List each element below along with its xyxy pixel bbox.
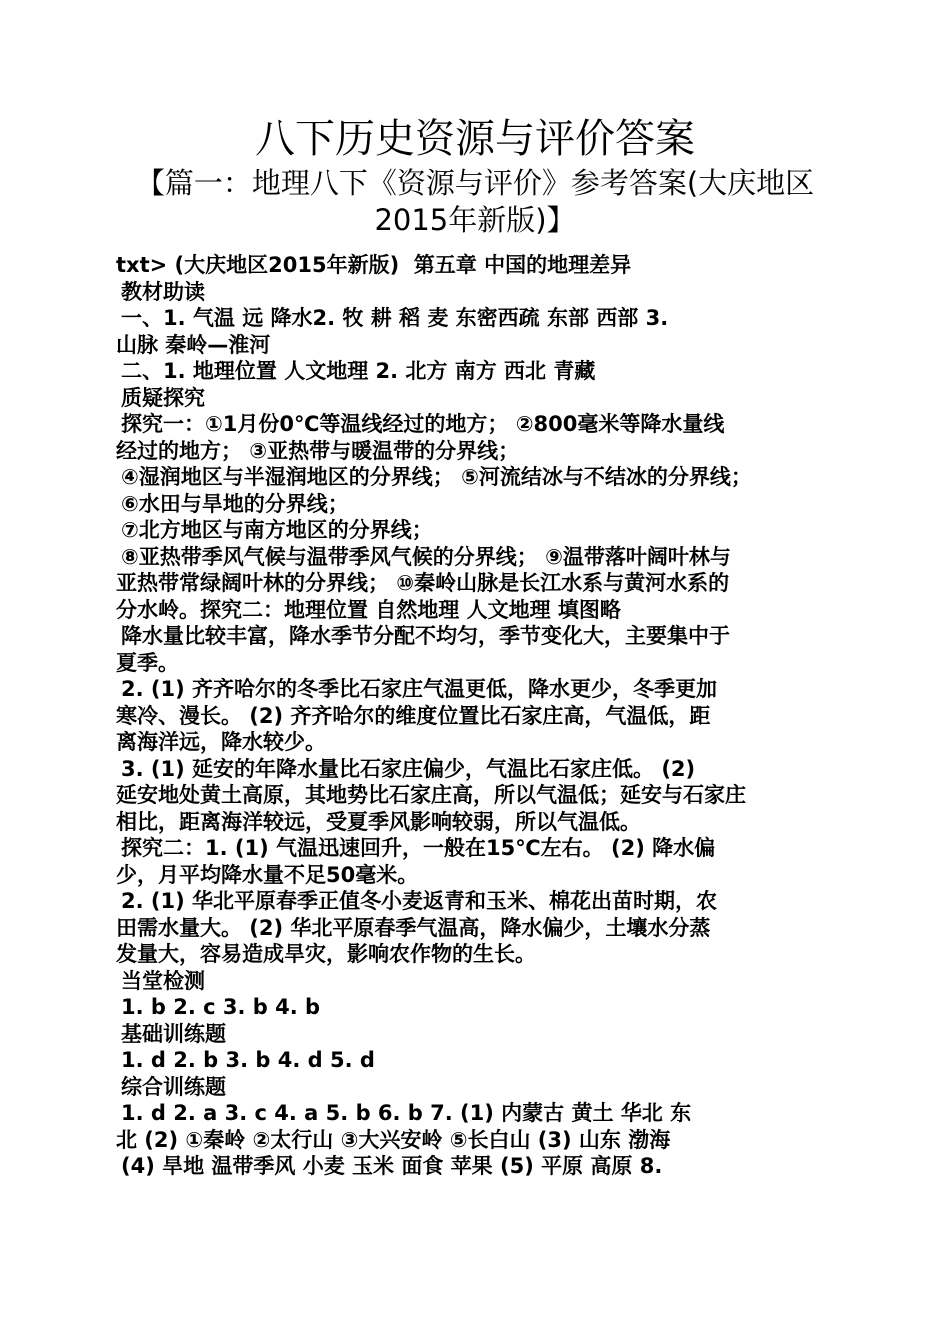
text-line: 2. (1) 华北平原春季正值冬小麦返青和玉米、棉花出苗时期，农 — [121, 889, 718, 913]
text-line: ④湿润地区与半湿润地区的分界线； ⑤河流结冰与不结冰的分界线； — [121, 465, 752, 489]
answer-body — [116, 252, 836, 1180]
text-line: 分水岭。探究二：地理位置 自然地理 人文地理 填图略 — [116, 597, 621, 622]
text-line: 一、1. 气温 远 降水2. 牧 耕 稻 麦 东密西疏 东部 西部 3. — [121, 306, 669, 330]
text-line: 降水量比较丰富，降水季节分配不均匀，季节变化大，主要集中于 — [121, 624, 730, 648]
text-line: 2. (1) 齐齐哈尔的冬季比石家庄气温更低，降水更少，冬季更加 — [121, 677, 718, 701]
text-line: 少，月平均降水量不足50毫米。 — [116, 862, 419, 887]
text-line: 探究二：1. (1) 气温迅速回升，一般在15℃左右。 (2) 降水偏 — [121, 836, 716, 860]
text-line: 经过的地方； ③亚热带与暖温带的分界线； — [116, 438, 520, 463]
text-line: 延安地处黄土高原，其地势比石家庄高，所以气温低；延安与石家庄 — [116, 783, 746, 807]
text-line: ⑥水田与旱地的分界线； — [121, 491, 349, 516]
document-title: 八下历史资源与评价答案 — [255, 116, 695, 162]
text-line: 寒冷、漫长。 (2) 齐齐哈尔的维度位置比石家庄高，气温低，距 — [116, 703, 711, 728]
text-line: 亚热带常绿阔叶林的分界线； ⑩秦岭山脉是长江水系与黄河水系的 — [116, 571, 730, 595]
text-line: 探究一：①1月份0℃等温线经过的地方； ②800毫米等降水量线 — [121, 412, 725, 436]
text-line: ⑦北方地区与南方地区的分界线； — [121, 518, 433, 542]
document-subtitle: 【篇一：地理八下《资源与评价》参考答案(大庆地区2015年新版)】 — [135, 166, 815, 237]
text-line: 相比，距离海洋较远，受夏季风影响较弱，所以气温低。 — [116, 809, 641, 834]
answer-line: 1. d 2. b 3. b 4. d 5. d — [121, 1048, 375, 1072]
answer-line: 北 (2) ①秦岭 ②太行山 ③大兴安岭 ⑤长白山 (3) 山东 渤海 — [116, 1127, 671, 1152]
answer-line: 1. d 2. a 3. c 4. a 5. b 6. b 7. (1) 内蒙古 黄土 华北 东 — [121, 1101, 692, 1125]
text-line: 田需水量大。 (2) 华北平原春季气温高，降水偏少，土壤水分蒸 — [116, 915, 711, 940]
section-heading: 综合训练题 — [121, 1074, 226, 1099]
answer-line: (4) 旱地 温带季风 小麦 玉米 面食 苹果 (5) 平原 高原 8. — [121, 1154, 663, 1178]
answer-line: 1. b 2. c 3. b 4. b — [121, 995, 321, 1019]
text-line: 山脉 秦岭—淮河 — [116, 332, 271, 357]
text-line: 离海洋远，降水较少。 — [116, 730, 326, 754]
section-heading: 当堂检测 — [121, 968, 205, 993]
section-heading: 质疑探究 — [121, 385, 205, 410]
chapter-heading: txt> (大庆地区2015年新版) 第五章 中国的地理差异 — [116, 253, 632, 277]
text-line: 3. (1) 延安的年降水量比石家庄偏少，气温比石家庄低。 (2) — [121, 756, 696, 781]
section-heading: 教材助读 — [121, 279, 205, 304]
section-heading: 基础训练题 — [121, 1021, 226, 1046]
text-line: 发量大，容易造成旱灾，影响农作物的生长。 — [116, 942, 536, 966]
text-line: 夏季。 — [116, 650, 179, 675]
text-line: ⑧亚热带季风气候与温带季风气候的分界线； ⑨温带落叶阔叶林与 — [121, 544, 731, 569]
text-line: 二、1. 地理位置 人文地理 2. 北方 南方 西北 青藏 — [121, 359, 596, 383]
